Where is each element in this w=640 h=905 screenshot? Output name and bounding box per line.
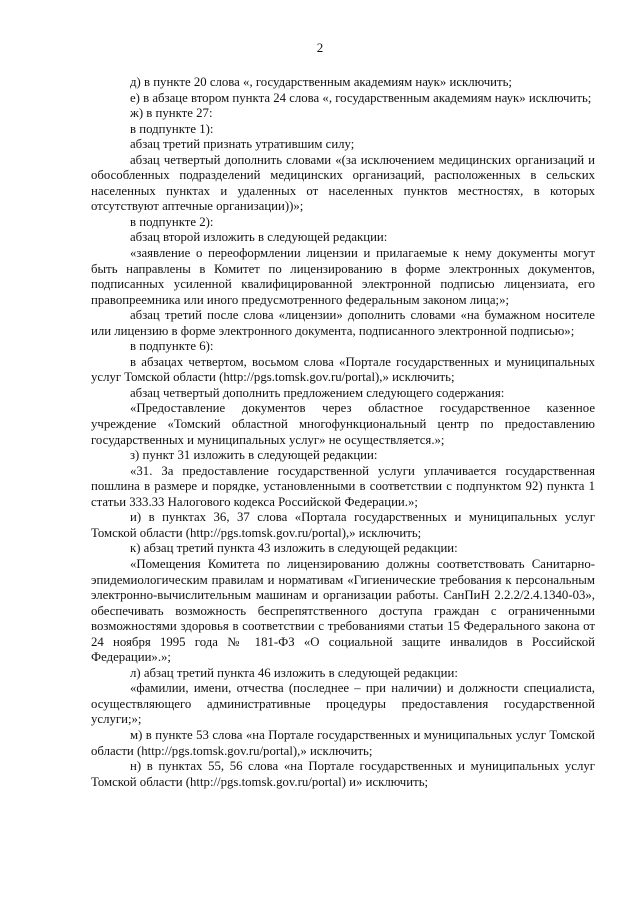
paragraph-14: «Предоставление документов через областное государственное казенное учреждение «Томский областной многофункциональный центр по предоставлению государственных и муниципальных услуг» не осуществляется.»;	[91, 401, 595, 447]
paragraph-21: «фамилии, имени, отчества (последнее – при наличии) и должности специалиста, осуществляющего административные процедуры предоставления государственной услуги;»;	[91, 681, 595, 727]
paragraph-22: м) в пункте 53 слова «на Портале государственных и муниципальных услуг Томской области (http://pgs.tomsk.gov.ru/portal),» исключить;	[91, 727, 595, 758]
paragraph-7: в подпункте 2):	[130, 214, 214, 229]
paragraph-11: в подпункте 6):	[130, 339, 214, 354]
paragraph-17: и) в пунктах 36, 37 слова «Портала государственных и муниципальных услуг Томской области (http://pgs.tomsk.gov.ru/portal),» исключить;	[91, 510, 595, 540]
document-body	[91, 75, 595, 790]
paragraph-1: д) в пункте 20 слова «, государственным академиям наук» исключить;	[130, 75, 512, 89]
paragraph-20: л) абзац третий пункта 46 изложить в следующей редакции:	[130, 665, 458, 680]
paragraph-16: «31. За предоставление государственной услуги уплачивается государственная пошлина в размере и порядке, установленными в соответствии с подпунктом 92) пункта 1 статьи 333.33 Налогового кодекса Российской Федерации.»;	[91, 463, 595, 509]
paragraph-9: «заявление о переоформлении лицензии и прилагаемые к нему документы могут быть направлены в Комитет по лицензированию в форме электронных документов, подписанных усиленной квалифицированной электронной подписью лицензиата, его правопреемника или иного предусмотренного федеральным законом лица;»;	[91, 246, 595, 307]
paragraph-5: абзац третий признать утратившим силу;	[130, 137, 355, 152]
paragraph-19: «Помещения Комитета по лицензированию должны соответствовать Санитарно-эпидемиологическим правилам и нормативам «Гигиенические требования к персональным электронно-вычислительным машинам и организации работы. СанПиН 2.2.2/2.4.1340-03», обеспечивать возможность беспрепятственного доступа граждан с ограниченными возможностями здоровья в соответствии с требованиями статьи 15 Федерального закона от 24 ноября 1995 года № 181-ФЗ «О социальной защите инвалидов в Российской Федерации».»;	[91, 556, 595, 665]
paragraph-12: в абзацах четвертом, восьмом слова «Портале государственных и муниципальных услуг Томской области (http://pgs.tomsk.gov.ru/portal),» исключить;	[91, 354, 595, 385]
paragraph-10: абзац третий после слова «лицензии» дополнить словами «на бумажном носителе или лицензию в форме электронного документа, подписанного электронной подписью»;	[91, 308, 595, 338]
paragraph-15: з) пункт 31 изложить в следующей редакции:	[130, 448, 378, 463]
paragraph-23: н) в пунктах 55, 56 слова «на Портале государственных и муниципальных услуг Томской области (http://pgs.tomsk.gov.ru/portal) и» исключить;	[91, 759, 595, 789]
paragraph-2: е) в абзаце втором пункта 24 слова «, государственным академиям наук» исключить;	[130, 90, 592, 105]
paragraph-13: абзац четвертый дополнить предложением следующего содержания:	[130, 385, 505, 400]
paragraph-4: в подпункте 1):	[130, 121, 214, 136]
paragraph-8: абзац второй изложить в следующей редакции:	[130, 230, 388, 245]
paragraph-6: абзац четвертый дополнить словами «(за исключением медицинских организаций и обособленных подразделений медицинских организаций, расположенных в сельских населенных пунктах и удаленных от населенных пунктов местностях, в которых отсутствуют аптечные организации))»;	[91, 152, 595, 214]
paragraph-18: к) абзац третий пункта 43 изложить в следующей редакции:	[130, 541, 458, 556]
page-number: 2	[316, 40, 324, 55]
paragraph-3: ж) в пункте 27:	[130, 106, 213, 121]
